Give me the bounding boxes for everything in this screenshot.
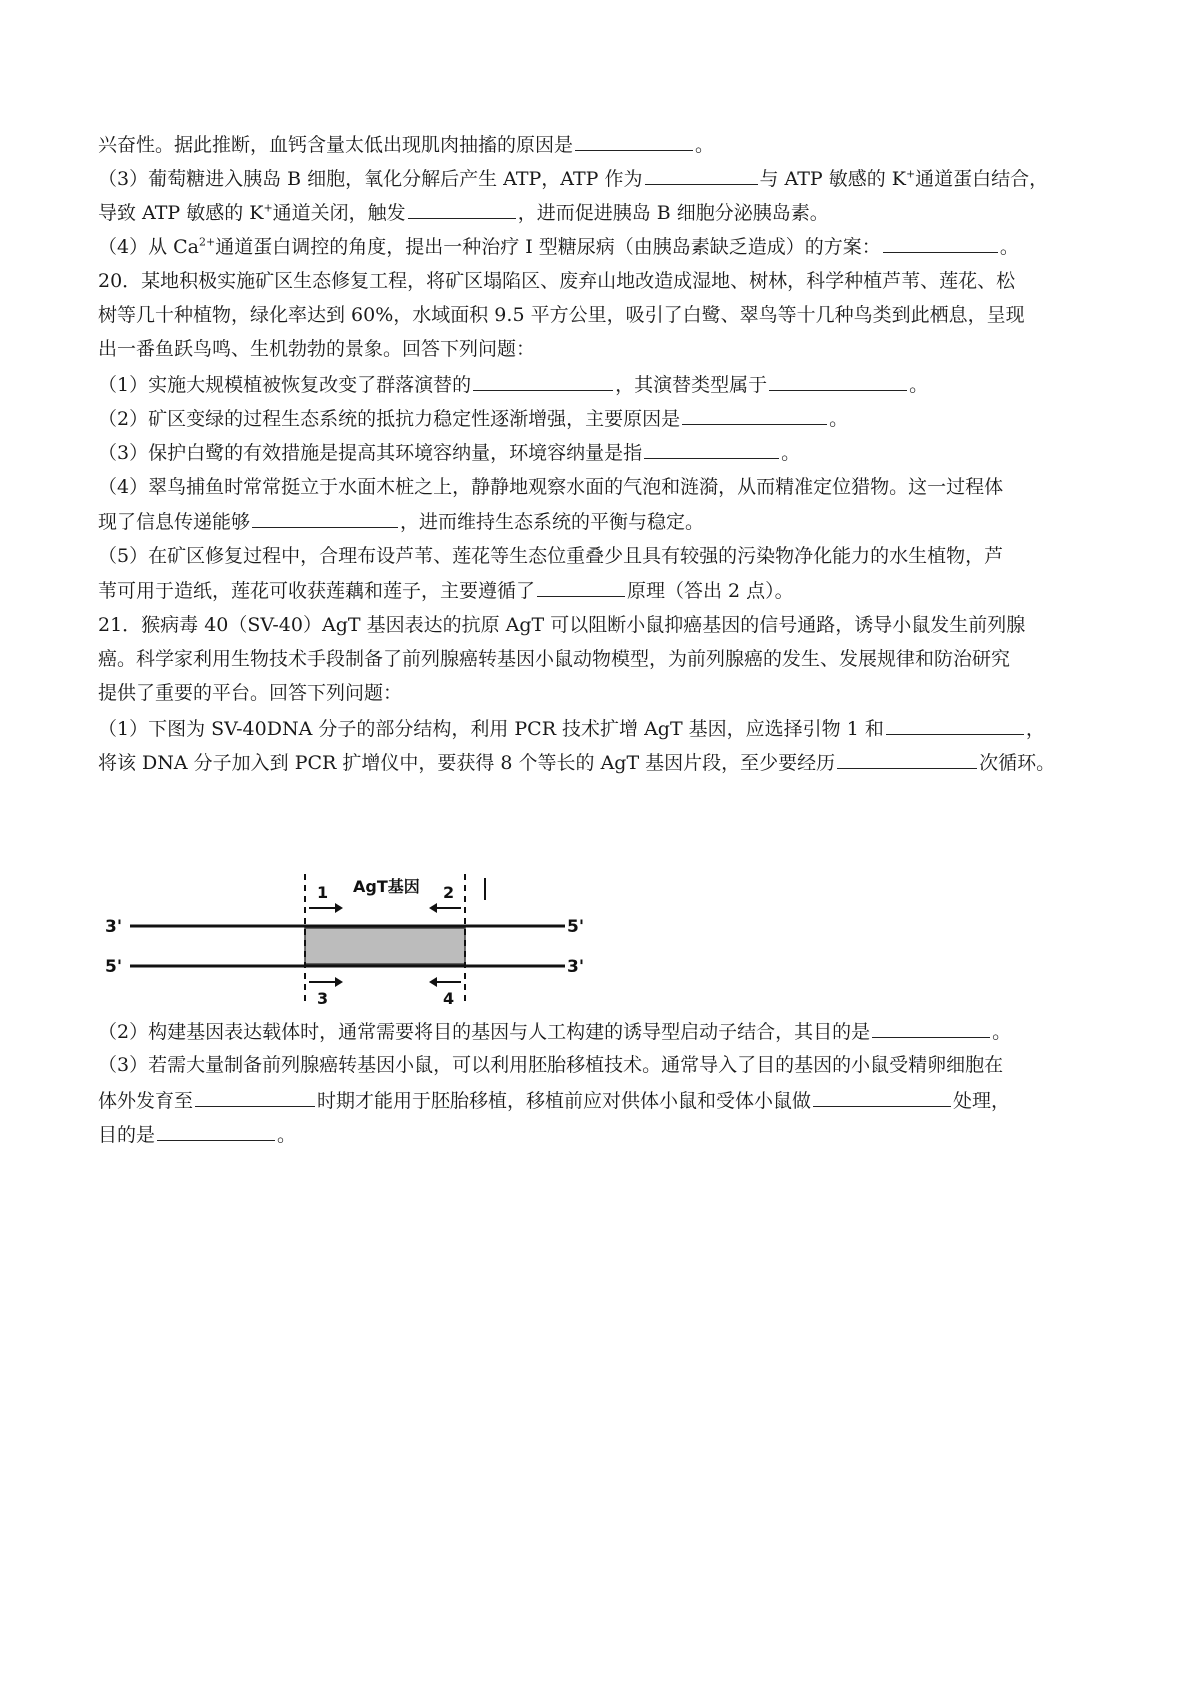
text-line (98, 406, 1120, 431)
line-text: 癌。科学家利用生物技术手段制备了前列腺癌转基因小鼠动物模型，为前列腺癌的发生、发展规律和防治研究 (98, 648, 1011, 670)
text-line (98, 440, 1120, 465)
text-line (98, 132, 1120, 157)
line-text: （5）在矿区修复过程中，合理布设芦苇、莲花等生态位重叠少且具有较强的污染物净化能力的水生植物，芦 (98, 545, 1004, 567)
agt-gene-box (305, 928, 465, 964)
line-text: 目的是 (98, 1124, 156, 1146)
answer-blank[interactable] (473, 372, 613, 391)
text-line (98, 234, 1120, 259)
answer-blank[interactable] (644, 440, 779, 459)
superscript: + (263, 201, 273, 215)
answer-blank[interactable] (252, 509, 398, 528)
answer-blank[interactable] (813, 1088, 951, 1107)
text-line (98, 578, 1120, 603)
line-text: 通道蛋白结合， (915, 168, 1049, 190)
line-text: 出一番鱼跃鸟鸣、生机勃勃的景象。回答下列问题： (98, 338, 536, 360)
primer-1-label: 1 (317, 883, 329, 902)
answer-blank[interactable] (575, 132, 693, 151)
line-text: 次循环。 (979, 752, 1056, 774)
question-20-line (98, 269, 1120, 293)
primer-4-arrowhead (429, 977, 437, 987)
question-21-line (98, 613, 1120, 637)
text-line (98, 475, 1120, 499)
answer-blank[interactable] (872, 1019, 990, 1038)
bottom-right-end-label: 3' (567, 957, 585, 977)
line-text: 通道蛋白调控的角度，提出一种治疗 I 型糖尿病（由胰岛素缺乏造成）的方案： (215, 236, 881, 258)
top-right-end-label: 5' (567, 917, 585, 937)
line-text: 时期才能用于胚胎移植，移植前应对供体小鼠和受体小鼠做 (317, 1090, 812, 1112)
line-text: （2）构建基因表达载体时，通常需要将目的基因与人工构建的诱导型启动子结合，其目的是 (98, 1021, 871, 1043)
answer-blank[interactable] (195, 1088, 315, 1107)
text-line (98, 200, 1120, 225)
line-text: （4）从 Ca (98, 236, 199, 258)
line-text: 。 (829, 408, 849, 430)
line-text: 苇可用于造纸，莲花可收获莲藕和莲子，主要遵循了 (98, 580, 536, 602)
primer-2-arrowhead (429, 903, 437, 913)
line-text: 。 (695, 134, 715, 156)
line-text: 与 ATP 敏感的 K (759, 168, 906, 190)
line-text: （2）矿区变绿的过程生态系统的抵抗力稳定性逐渐增强，主要原因是 (98, 408, 681, 430)
answer-blank[interactable] (645, 166, 758, 185)
primer-1-arrowhead (335, 903, 343, 913)
line-text: ，进而维持生态系统的平衡与稳定。 (400, 511, 705, 533)
answer-blank[interactable] (408, 200, 516, 219)
text-line (98, 1088, 1120, 1113)
text-line (98, 337, 1120, 361)
text-line (98, 1122, 1120, 1147)
line-text: （3）葡萄糖进入胰岛 B 细胞，氧化分解后产生 ATP，ATP 作为 (98, 168, 643, 190)
bottom-left-end-label: 5' (105, 957, 123, 977)
text-line (98, 509, 1120, 534)
primer-3-label: 3 (317, 989, 329, 1005)
line-text: （4）翠鸟捕鱼时常常挺立于水面木桩之上，静静地观察水面的气泡和涟漪，从而精准定位猎物。这一过程体 (98, 476, 1004, 498)
text-line (98, 372, 1120, 397)
answer-blank[interactable] (883, 234, 998, 253)
answer-blank[interactable] (886, 716, 1024, 735)
line-text: 原理（答出 2 点）。 (627, 580, 794, 602)
line-text: 。 (781, 442, 801, 464)
line-text: 。 (277, 1124, 297, 1146)
primer-2-label: 2 (443, 883, 455, 902)
answer-blank[interactable] (837, 750, 977, 769)
text-line (98, 716, 1120, 741)
primer-4-label: 4 (443, 989, 455, 1005)
text-line (98, 681, 1120, 705)
line-text: 21．猴病毒 40（SV-40）AgT 基因表达的抗原 AgT 可以阻断小鼠抑癌基因的信号通路，诱导小鼠发生前列腺 (98, 614, 1026, 636)
text-line (98, 1019, 1120, 1044)
line-text: ，进而促进胰岛 B 细胞分泌胰岛素。 (517, 202, 829, 224)
line-text: （1）实施大规模植被恢复改变了群落演替的 (98, 374, 472, 396)
line-text: 提供了重要的平台。回答下列问题： (98, 682, 403, 704)
line-text: 兴奋性。据此推断，血钙含量太低出现肌肉抽搐的原因是 (98, 134, 574, 156)
line-text: 树等几十种植物，绿化率达到 60%，水域面积 9.5 平方公里，吸引了白鹭、翠鸟等十几种鸟类到此栖息，呈现 (98, 304, 1025, 326)
line-text: 通道关闭，触发 (272, 202, 406, 224)
answer-blank[interactable] (682, 406, 827, 425)
dna-primer-diagram (105, 870, 665, 1005)
text-line (98, 303, 1120, 327)
line-text: 。 (992, 1021, 1012, 1043)
answer-blank[interactable] (769, 372, 907, 391)
superscript: + (905, 167, 916, 181)
answer-blank[interactable] (157, 1122, 275, 1141)
line-text: 体外发育至 (98, 1090, 194, 1112)
top-left-end-label: 3' (105, 917, 123, 937)
text-line (98, 1053, 1120, 1077)
line-text: 20．某地积极实施矿区生态修复工程，将矿区塌陷区、废弃山地改造成湿地、树林，科学种植芦苇、莲花、松 (98, 270, 1016, 292)
answer-blank[interactable] (537, 578, 625, 597)
text-line (98, 647, 1120, 671)
text-line (98, 166, 1120, 191)
line-text: 导致 ATP 敏感的 K (98, 202, 264, 224)
text-line (98, 544, 1120, 568)
superscript: 2+ (199, 235, 216, 249)
line-text: （1）下图为 SV-40DNA 分子的部分结构，利用 PCR 技术扩增 AgT 基因，应选择引物 1 和 (98, 718, 884, 740)
primer-3-arrowhead (335, 977, 343, 987)
line-text: ， (1025, 718, 1045, 740)
line-text: ，其演替类型属于 (615, 374, 768, 396)
line-text: （3）若需大量制备前列腺癌转基因小鼠，可以利用胚胎移植技术。通常导入了目的基因的小鼠受精卵细胞在 (98, 1054, 1004, 1076)
line-text: 。 (909, 374, 929, 396)
line-text: 。 (999, 236, 1019, 258)
agt-gene-label: AgT基因 (353, 877, 420, 896)
text-line (98, 750, 1120, 775)
line-text: 现了信息传递能够 (98, 511, 251, 533)
line-text: 处理， (953, 1090, 1011, 1112)
line-text: （3）保护白鹭的有效措施是提高其环境容纳量，环境容纳量是指 (98, 442, 643, 464)
line-text: 将该 DNA 分子加入到 PCR 扩增仪中，要获得 8 个等长的 AgT 基因片段，至少要经历 (98, 752, 836, 774)
